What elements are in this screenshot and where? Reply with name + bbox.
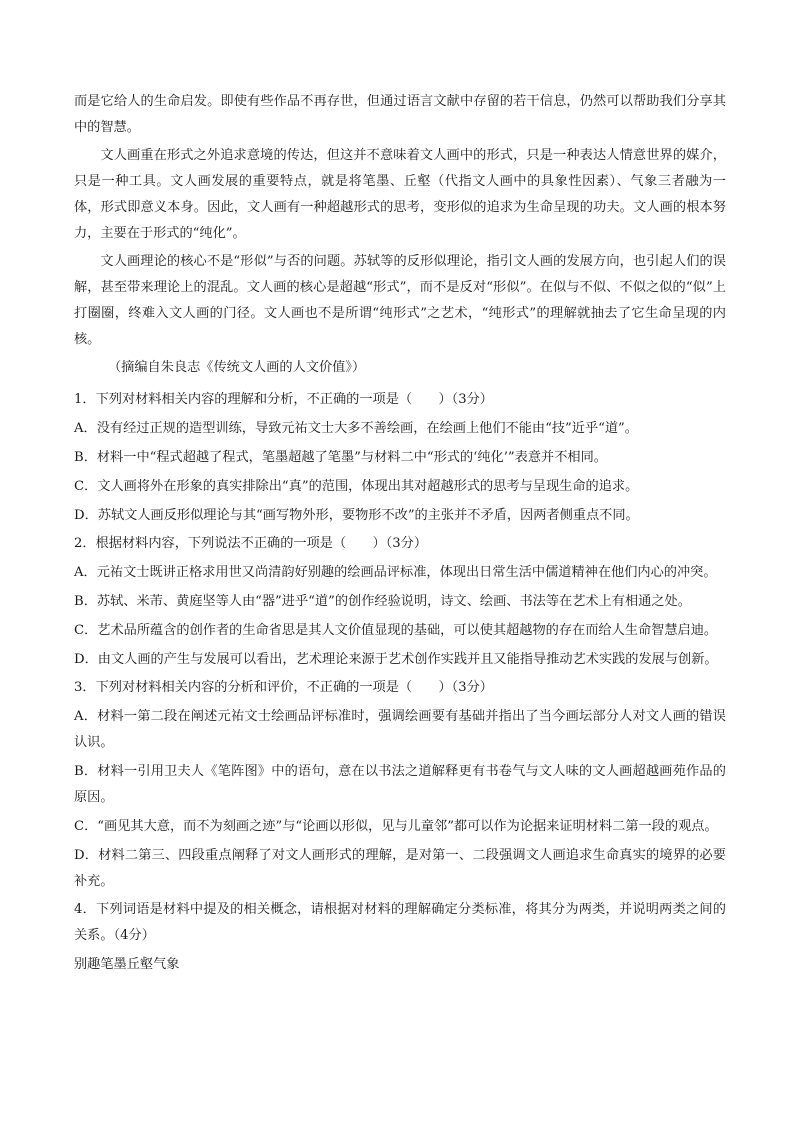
question-stem: 1．下列对材料相关内容的理解和分析，不正确的一项是（ ）（3分）	[74, 392, 493, 407]
option-a: A．材料一第二段在阐述元祐文士绘画品评标准时，强调绘画要有基础并指出了当今画坛部分人对文人画的错误认识。	[74, 709, 726, 750]
question-2	[74, 531, 726, 673]
question-stem: 2．根据材料内容，下列说法不正确的一项是（ ）（3分）	[74, 536, 428, 551]
terms-list: 别趣笔墨丘壑气象	[74, 957, 180, 972]
paragraph-continuation: 而是它给人的生命启发。即使有些作品不再存世，但通过语言文献中存留的若干信息，仍然可以帮助我们分享其中的智慧。	[74, 94, 726, 135]
question-1	[74, 387, 726, 529]
option-d: D．材料二第三、四段重点阐释了对文人画形式的理解，是对第一、二段强调文人画追求生命真实的境界的必要补充。	[74, 848, 726, 889]
option-b: B．材料一中“程式超越了程式，笔墨超越了笔墨”与材料二中“形式的‘纯化’”表意并不相同。	[74, 450, 607, 465]
option-d: D．苏轼文人画反形似理论与其“画写物外形，要物形不改”的主张并不矛盾，因两者侧重点不同。	[74, 508, 639, 523]
option-a: A．元祐文士既讲正格求用世又尚清韵好别趣的绘画品评标准，体现出日常生活中儒道精神在他们内心的冲突。	[74, 565, 717, 580]
paragraph-form-and-meaning: 文人画重在形式之外追求意境的传达，但这并不意味着文人画中的形式，只是一种表达人情意世界的媒介，只是一种工具。文人画发展的重要特点，就是将笔墨、丘壑（代指文人画中的具象性因素）、气象三者融为一体，形式即意义本身。因此，文人画有一种超越形式的思考，变形似的追求为生命呈现的功夫。文人画的根本努力，主要在于形式的“纯化”。	[74, 148, 726, 241]
question-stem: 4．下列词语是材料中提及的相关概念，请根据对材料的理解确定分类标准，将其分为两类，并说明两类之间的关系。（4分）	[74, 902, 726, 943]
paragraph-core-theory: 文人画理论的核心不是“形似”与否的问题。苏轼等的反形似理论，指引文人画的发展方向，也引起人们的误解，甚至带来理论上的混乱。文人画的核心是超越“形式”，而不是反对“形似”。在似与不似、不似之似的“似”上打圈圈，终难入文人画的门径。文人画也不是所谓“纯形式”之艺术，“纯形式”的理解就抽去了它生命呈现的内核。	[74, 254, 726, 347]
question-stem: 3．下列对材料相关内容的分析和评价，不正确的一项是（ ）（3分）	[74, 680, 493, 695]
option-c: C．文人画将外在形象的真实排除出“真”的范围，体现出其对超越形式的思考与呈现生命的追求。	[74, 479, 639, 494]
question-4	[74, 897, 726, 978]
source-citation: （摘编自朱良志《传统文人画的人文价值》）	[108, 360, 366, 375]
option-c: C．艺术品所蕴含的创作者的生命省思是其人文价值显现的基础，可以使其超越物的存在而给人生命智慧启迪。	[74, 623, 718, 638]
option-c: C．“画见其大意，而不为刻画之迹”与“论画以形似，见与儿童邻”都可以作为论据来证明材料二第一段的观点。	[74, 819, 718, 834]
document-page	[74, 89, 726, 979]
option-b: B．材料一引用卫夫人《笔阵图》中的语句，意在以书法之道解释更有书卷气与文人味的文人画超越画苑作品的原因。	[74, 764, 726, 805]
option-a: A．没有经过正规的造型训练，导致元祐文士大多不善绘画，在绘画上他们不能由“技”近乎“道”。	[74, 421, 638, 436]
option-d: D．由文人画的产生与发展可以看出，艺术理论来源于艺术创作实践并且又能指导推动艺术实践的发展与创新。	[74, 652, 718, 667]
option-b: B．苏轼、米芾、黄庭坚等人由“器”进乎“道”的创作经验说明，诗文、绘画、书法等在艺术上有相通之处。	[74, 594, 691, 609]
question-3	[74, 675, 726, 895]
